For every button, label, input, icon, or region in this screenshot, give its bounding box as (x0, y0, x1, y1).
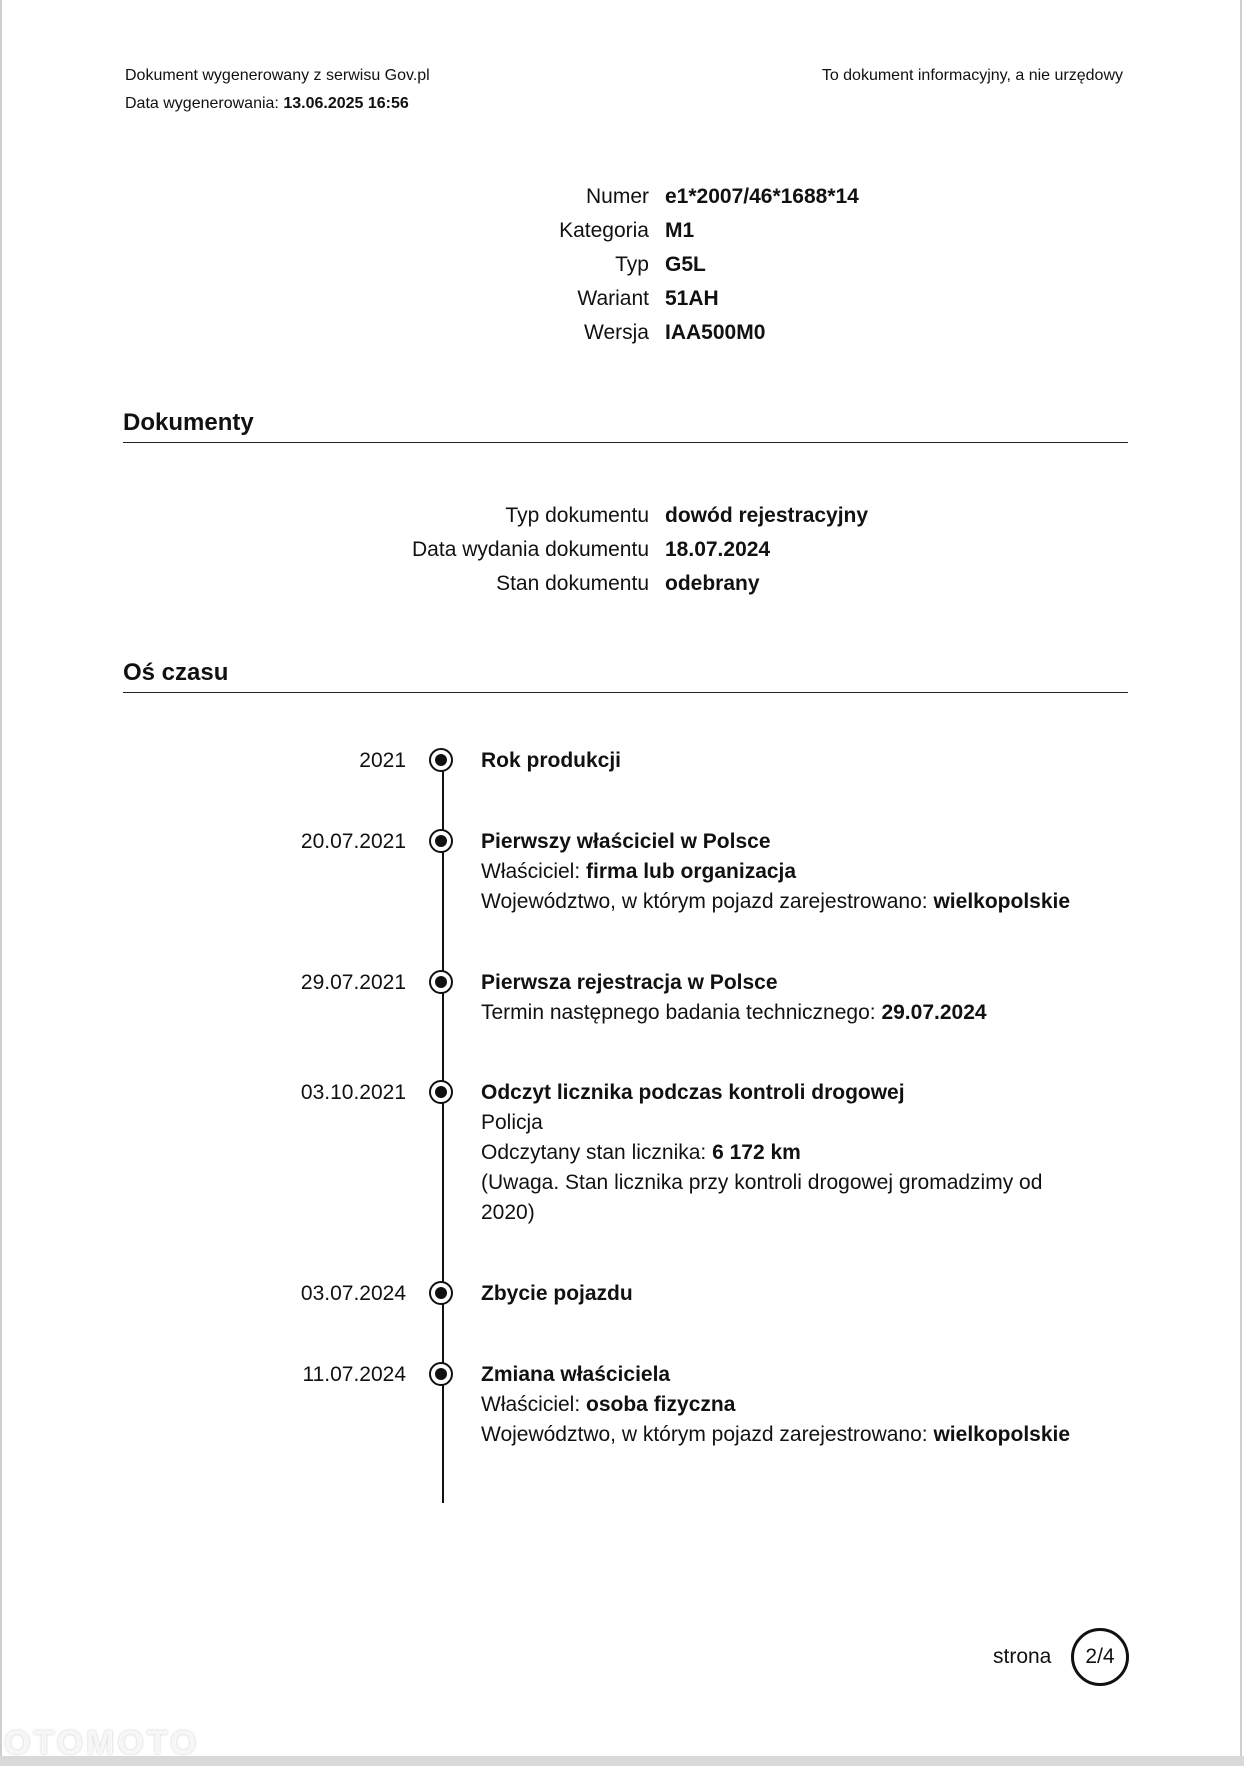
section-divider (123, 442, 1128, 443)
timeline-event-date: 2021 (359, 749, 406, 772)
otomoto-watermark: OTOMOTO (4, 1724, 200, 1762)
timeline-event-detail (481, 998, 1081, 1028)
timeline-event-date: 03.07.2024 (300, 1282, 406, 1305)
detail-value: wielkopolskie (933, 1423, 1071, 1446)
document-label: Stan dokumentu (496, 572, 649, 595)
timeline-event-body (481, 827, 1081, 917)
detail-text: Właściciel: (481, 1393, 587, 1416)
generated-from-text: Dokument wygenerowany z serwisu Gov.pl (125, 67, 430, 84)
detail-text: Odczytany stan licznika: (481, 1141, 713, 1164)
timeline-event-date: 03.10.2021 (300, 1081, 406, 1104)
timeline-event-title: Rok produkcji (481, 749, 622, 772)
timeline-event-detail (481, 1138, 1081, 1168)
vehicle-label: Typ (615, 253, 649, 276)
timeline-event-detail (481, 1420, 1081, 1450)
document-value: odebrany (665, 572, 760, 595)
timeline-event-date: 29.07.2021 (300, 971, 406, 994)
timeline-event-title: Pierwsza rejestracja w Polsce (481, 971, 778, 994)
detail-value: 29.07.2024 (881, 1001, 987, 1024)
document-value: 18.07.2024 (665, 538, 771, 561)
vehicle-label: Wersja (584, 321, 649, 344)
detail-value: 6 172 km (712, 1141, 801, 1164)
timeline-event-note (481, 1168, 1081, 1228)
timeline-event-detail (481, 857, 1081, 887)
timeline-event-detail (481, 1390, 1081, 1420)
page-number-badge: 2/4 (1071, 1628, 1129, 1686)
timeline-marker-icon (429, 829, 453, 853)
header-left (125, 62, 430, 118)
timeline-event-title: Odczyt licznika podczas kontroli drogowej (481, 1081, 905, 1104)
detail-value: osoba fizyczna (586, 1393, 736, 1416)
disclaimer-text: To dokument informacyjny, a nie urzędowy (821, 67, 1123, 84)
timeline-event-body (481, 968, 1081, 1028)
detail-text: Termin następnego badania technicznego: (481, 1001, 882, 1024)
vehicle-label: Numer (585, 185, 649, 208)
section-title-timeline: Oś czasu (123, 659, 229, 686)
timeline-event-date: 20.07.2021 (300, 830, 406, 853)
vehicle-value: IAA500M0 (665, 321, 766, 344)
timeline-event-title: Pierwszy właściciel w Polsce (481, 830, 771, 853)
vehicle-value: e1*2007/46*1688*14 (665, 185, 859, 208)
timeline-event-body (481, 1279, 1081, 1309)
vehicle-value: G5L (665, 253, 706, 276)
vehicle-label: Kategoria (559, 219, 649, 242)
generated-date-label: Data wygenerowania: (125, 95, 279, 112)
page-label: strona (993, 1645, 1052, 1668)
timeline-event-body (481, 1078, 1081, 1228)
section-divider (123, 692, 1128, 693)
vehicle-label: Wariant (577, 287, 649, 310)
detail-text: Właściciel: (481, 860, 587, 883)
detail-value: wielkopolskie (933, 890, 1071, 913)
timeline-event-title: Zmiana właściciela (481, 1363, 671, 1386)
document-label: Typ dokumentu (505, 504, 649, 527)
timeline-marker-icon (429, 1281, 453, 1305)
timeline-event-title: Zbycie pojazdu (481, 1282, 633, 1305)
generated-date-value: 13.06.2025 16:56 (283, 95, 409, 112)
detail-text: Województwo, w którym pojazd zarejestrowano: (481, 890, 934, 913)
timeline-event-body (481, 746, 1081, 776)
vehicle-value: 51AH (665, 287, 719, 310)
detail-text: Policja (481, 1111, 543, 1134)
timeline-event-detail (481, 887, 1081, 917)
timeline-event-body (481, 1360, 1081, 1450)
detail-text: (Uwaga. Stan licznika przy kontroli drogowej gromadzimy od 2020) (481, 1171, 1043, 1224)
timeline-marker-icon (429, 1080, 453, 1104)
section-title-dokumenty: Dokumenty (123, 409, 254, 436)
document-value: dowód rejestracyjny (665, 504, 869, 527)
timeline-marker-icon (429, 970, 453, 994)
vehicle-value: M1 (665, 219, 695, 242)
timeline-marker-icon (429, 1362, 453, 1386)
detail-text: Województwo, w którym pojazd zarejestrowano: (481, 1423, 934, 1446)
timeline-axis (442, 760, 444, 1503)
timeline-event-detail (481, 1108, 1081, 1138)
detail-value: firma lub organizacja (586, 860, 797, 883)
timeline-event-date: 11.07.2024 (302, 1363, 406, 1386)
generated-date-line (125, 90, 430, 118)
document-label: Data wydania dokumentu (412, 538, 649, 561)
timeline-marker-icon (429, 748, 453, 772)
